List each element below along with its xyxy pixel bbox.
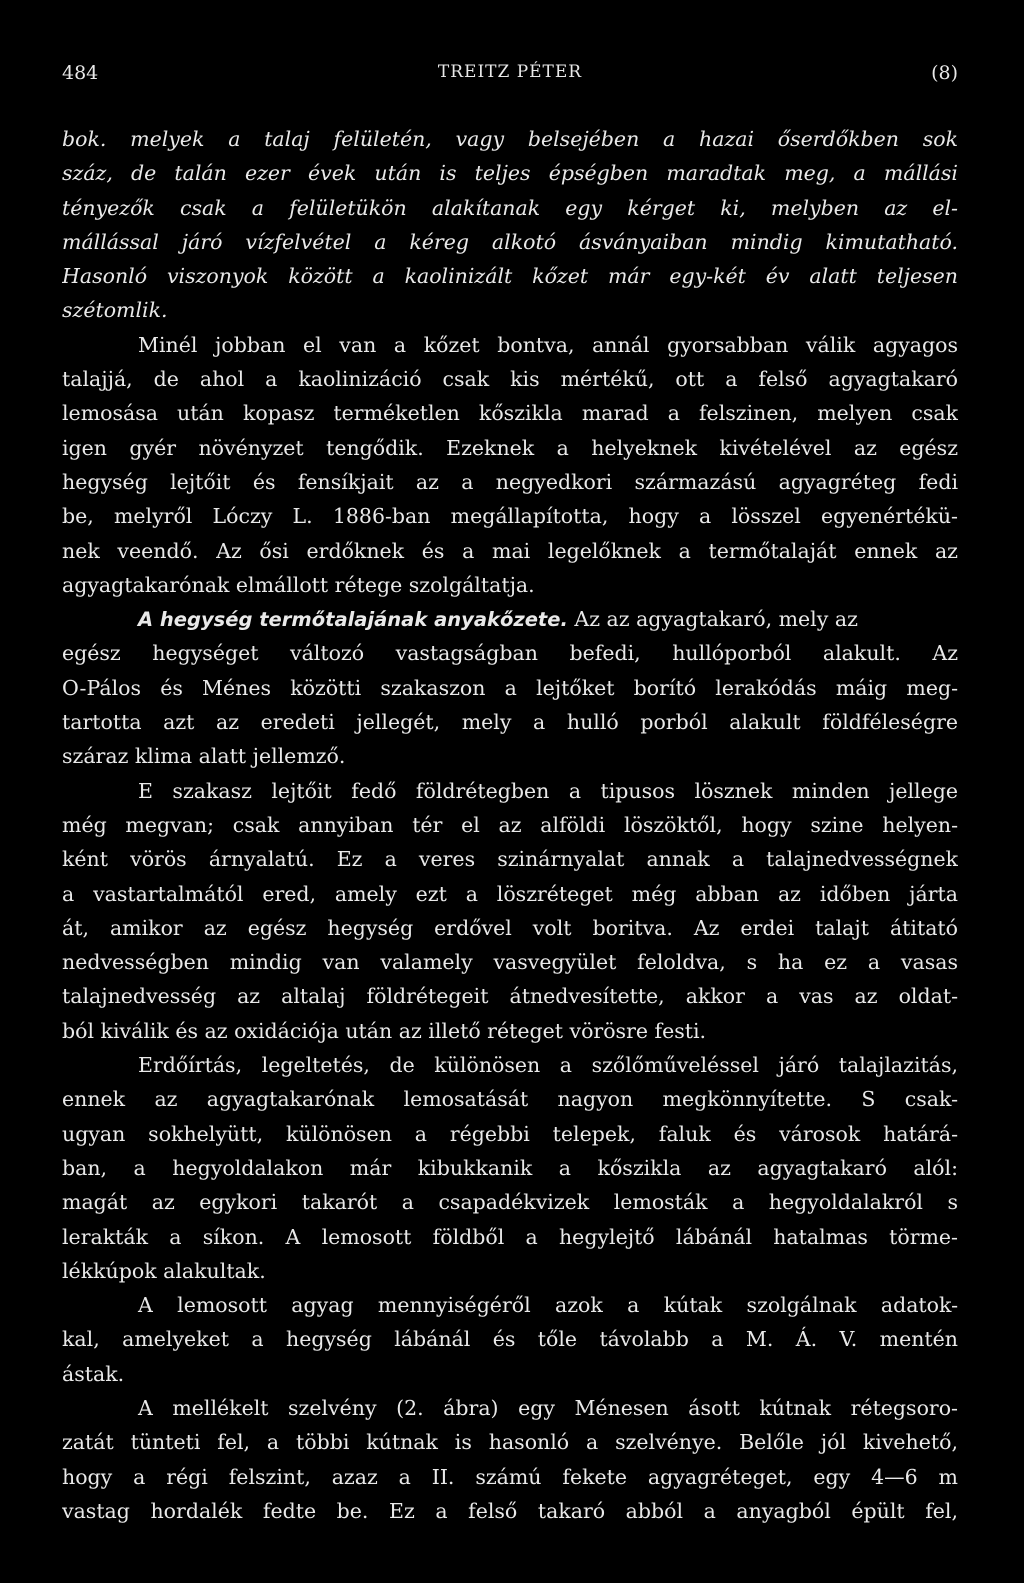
running-head: TREITZ PÉTER	[437, 62, 583, 82]
text-line: lerakták a síkon. A lemosott földből a hegylejtő lábánál hatalmas törme-	[62, 1224, 958, 1249]
text-line: talajjá, de ahol a kaolinizáció csak kis mértékű, ott a felső agyagtakaró	[62, 367, 958, 392]
text-line: ugyan sokhelyütt, különösen a régebbi telepek, faluk és városok határá-	[62, 1121, 958, 1146]
text-line: A lemosott agyag mennyiségéről azok a kútak szolgálnak adatok-	[138, 1293, 958, 1318]
text-line: ból kiválik és az oxidációja után az illető réteget vörösre festi.	[62, 1018, 707, 1043]
text-line: Erdőírtás, legeltetés, de különösen a szőlőműveléssel járó talajlazitás,	[138, 1053, 958, 1078]
text-line: száraz klima alatt jellemző.	[62, 744, 346, 769]
text-line: be, melyről Lóczy L. 1886-ban megállapította, hogy a lösszel egyenértékü-	[62, 504, 958, 529]
text-line: tartotta azt az eredeti jellegét, mely a hulló porból alakult földféleségre	[62, 710, 958, 735]
text-line: hegység lejtőit és fensíkjait az a negyedkori származású agyagréteg fedi	[62, 469, 958, 494]
text-line: száz, de talán ezer évek után is teljes épségben maradtak meg, a mállási	[62, 161, 958, 186]
text-line: lékkúpok alakultak.	[62, 1258, 266, 1283]
text-line: tényezők csak a felületükön alakítanak egy kérget ki, melyben az el-	[62, 195, 958, 220]
page-body	[62, 122, 958, 1528]
text-line: egész hegységet változó vastagságban befedi, hullóporból alakult. Az	[62, 641, 958, 666]
page-header	[62, 62, 958, 92]
text-line: Hasonló viszonyok között a kaolinizált kőzet már egy-két év alatt teljesen	[62, 264, 958, 289]
text-run: Az az agyagtakaró, mely az	[567, 607, 858, 632]
text-line: vastag hordalék fedte be. Ez a felső takaró abból a anyagból épült fel,	[62, 1498, 958, 1523]
text-line: bok. melyek a talaj felületén, vagy belsejében a hazai őserdőkben sok	[62, 127, 958, 151]
text-line: ennek az agyagtakarónak lemosatását nagyon megkönnyítette. S csak-	[62, 1087, 958, 1112]
text-line: ként vörös árnyalatú. Ez a veres szinárnyalat annak a talajnedvességnek	[62, 847, 958, 872]
text-line: Minél jobban el van a kőzet bontva, annál gyorsabban válik agyagos	[138, 332, 958, 357]
text-line: zatát tünteti fel, a többi kútnak is hasonló a szelvénye. Belőle jól kivehető,	[62, 1430, 958, 1455]
section-number: (8)	[931, 62, 958, 84]
text-line: nek veendő. Az ősi erdőknek és a mai legelőknek a termőtalaját ennek az	[62, 538, 958, 563]
text-line: agyagtakarónak elmállott rétege szolgáltatja.	[62, 572, 535, 597]
text-line: nedvességben mindig van valamely vasvegyület feloldva, s ha ez a vasas	[62, 950, 958, 975]
text-line: lemosása után kopasz terméketlen kőszikla marad a felszinen, melyen csak	[62, 401, 958, 426]
text-line: át, amikor az egész hegység erdővel volt boritva. Az erdei talajt átitató	[62, 915, 958, 940]
section-heading-line	[62, 602, 958, 636]
text-line: ástak.	[62, 1361, 125, 1386]
text-line: talajnedvesség az altalaj földrétegeit átnedvesítette, akkor a vas az oldat-	[62, 984, 958, 1009]
text-line: ban, a hegyoldalakon már kibukkanik a kőszikla az agyagtakaró alól:	[62, 1155, 958, 1180]
text-line: szétomlik.	[62, 298, 168, 323]
text-line: még megvan; csak annyiban tér el az alföldi löszöktől, hogy szine helyen-	[62, 812, 958, 837]
text-line: hogy a régi felszint, azaz a II. számú fekete agyagréteget, egy 4—6 m	[62, 1464, 958, 1489]
text-line: A mellékelt szelvény (2. ábra) egy Ménesen ásott kútnak rétegsoro-	[138, 1395, 958, 1420]
text-line: magát az egykori takarót a csapadékvizek lemosták a hegyoldalakról s	[62, 1190, 958, 1215]
page-number: 484	[62, 62, 99, 84]
text-line: E szakasz lejtőit fedő földrétegben a tipusos lösznek minden jellege	[138, 778, 958, 803]
text-line: O-Pálos és Ménes közötti szakaszon a lejtőket borító lerakódás máig meg-	[62, 675, 958, 700]
text-line: kal, amelyeket a hegység lábánál és tőle távolabb a M. Á. V. mentén	[62, 1327, 958, 1352]
section-heading: A hegység termőtalajának anyakőzete.	[138, 608, 568, 632]
text-line: mállással járó vízfelvétel a kéreg alkotó ásványaiban mindig kimutatható.	[62, 229, 958, 254]
text-line: a vastartalmától ered, amely ezt a löszréteget még abban az időben járta	[62, 881, 958, 906]
text-line: igen gyér növényzet tengődik. Ezeknek a helyeknek kivételével az egész	[62, 435, 958, 460]
